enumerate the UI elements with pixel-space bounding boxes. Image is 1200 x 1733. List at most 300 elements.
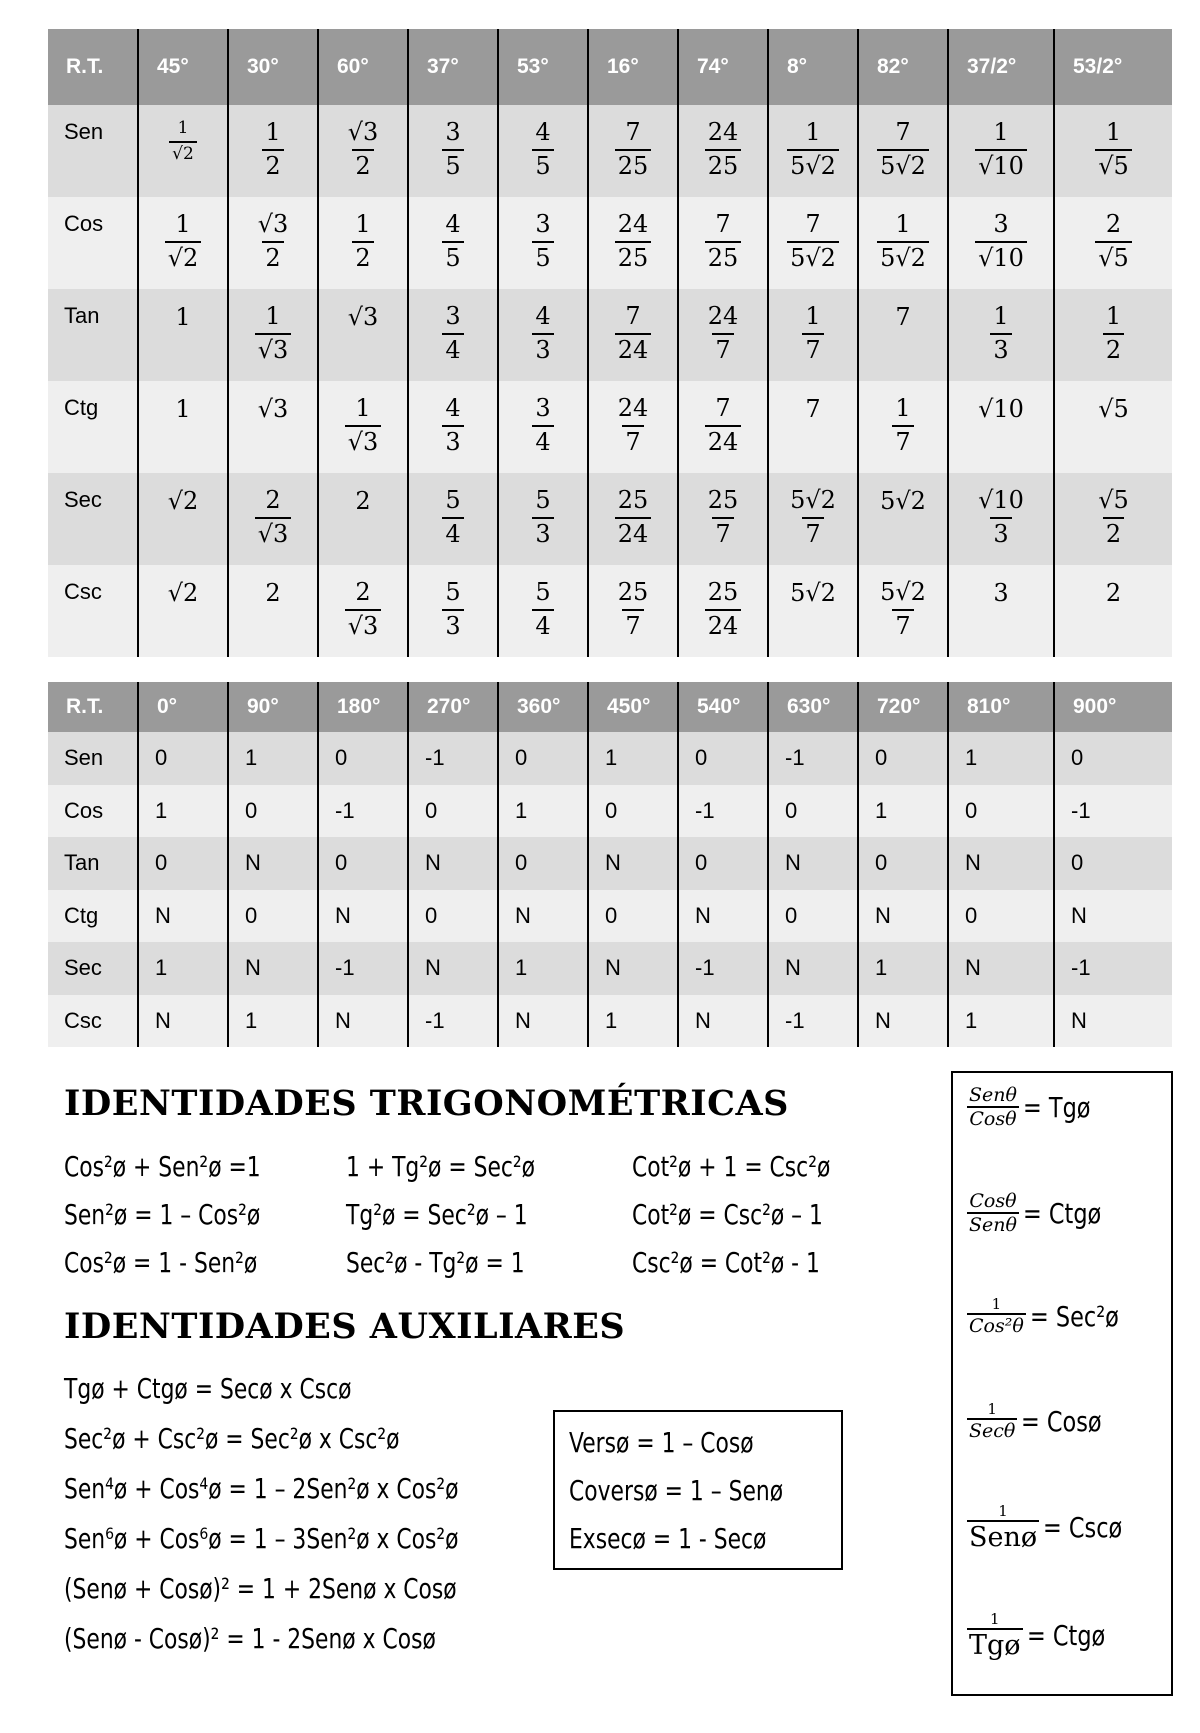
ratio-result: = Ctgø — [1022, 1196, 1102, 1230]
row-label: Cos — [48, 197, 138, 289]
table-cell: 0 — [408, 890, 498, 943]
table-cell — [588, 565, 678, 657]
identity-line: Cot²ø = Csc²ø – 1 — [632, 1198, 823, 1231]
ratio-result: = Ctgø — [1026, 1619, 1105, 1653]
row-label: Sen — [48, 105, 138, 197]
table-cell: N — [858, 890, 948, 943]
table-row — [48, 381, 1172, 473]
fraction — [705, 211, 742, 272]
row-label: Csc — [48, 995, 138, 1048]
table-cell — [228, 105, 318, 197]
denominator: 2 — [262, 241, 283, 273]
denominator: 7 — [892, 425, 913, 457]
ratio-identity — [967, 1191, 1121, 1236]
numerator: 1 — [265, 118, 281, 146]
denominator: 5√2 — [877, 241, 929, 273]
table-cell: -1 — [678, 942, 768, 995]
denominator: 25 — [615, 149, 652, 181]
table-cell: N — [768, 942, 858, 995]
table-cell — [678, 381, 768, 473]
identity-line: Tg²ø = Sec²ø – 1 — [346, 1198, 528, 1231]
numerator: 25 — [617, 578, 649, 606]
table-row — [48, 785, 1172, 838]
table-cell: N — [228, 837, 318, 890]
table-cell — [678, 473, 768, 565]
identity-line: Cot²ø + 1 = Csc²ø — [632, 1150, 831, 1183]
cell-value: √3 — [347, 303, 379, 331]
table-cell — [858, 473, 948, 565]
fraction — [1095, 211, 1132, 272]
table-cell — [858, 197, 948, 289]
fraction — [975, 487, 1027, 548]
table-cell: N — [678, 890, 768, 943]
numerator: Cosθ — [969, 1190, 1017, 1212]
table-cell: N — [138, 995, 228, 1048]
denominator: √2 — [169, 141, 197, 165]
table-cell: 0 — [588, 785, 678, 838]
denominator: 4 — [442, 333, 463, 365]
table-cell — [408, 473, 498, 565]
header-angle: 90° — [228, 682, 318, 732]
table-cell: N — [768, 837, 858, 890]
denominator: 5 — [532, 149, 553, 181]
table-cell — [138, 565, 228, 657]
table-cell: -1 — [768, 732, 858, 785]
cell-value: 5√2 — [880, 487, 926, 515]
fraction — [615, 211, 652, 272]
numerator: 2 — [355, 578, 371, 606]
numerator: 4 — [445, 210, 461, 238]
fraction — [615, 303, 652, 364]
fraction — [1103, 303, 1124, 364]
identity-line: Cos²ø = 1 - Sen²ø — [64, 1246, 258, 1279]
numerator: 3 — [535, 394, 551, 422]
numerator: 1 — [990, 1610, 1000, 1628]
auxiliary-line: Sec²ø + Csc²ø = Sec²ø x Csc²ø — [64, 1422, 400, 1455]
denominator: 24 — [615, 517, 652, 549]
row-label: Tan — [48, 289, 138, 381]
fraction — [442, 395, 463, 456]
table-cell: N — [408, 942, 498, 995]
denominator: √10 — [975, 149, 1027, 181]
table-cell — [138, 105, 228, 197]
header-angle: 45° — [138, 29, 228, 105]
table-cell — [948, 105, 1054, 197]
numerator: 5 — [535, 578, 551, 606]
table-cell: N — [138, 890, 228, 943]
denominator: 3 — [442, 425, 463, 457]
table-cell — [1054, 473, 1172, 565]
table-cell: -1 — [408, 995, 498, 1048]
denominator: 2 — [262, 149, 283, 181]
fraction — [255, 211, 292, 272]
fraction — [967, 1296, 1026, 1336]
denominator: Cosθ — [969, 1107, 1017, 1130]
cell-value: 2 — [1105, 579, 1122, 607]
table-cell: 0 — [138, 837, 228, 890]
fraction — [877, 211, 929, 272]
header-angle: 53° — [498, 29, 588, 105]
table-cell — [1054, 381, 1172, 473]
numerator: 1 — [993, 302, 1009, 330]
table-row — [48, 197, 1172, 289]
fraction — [877, 579, 929, 640]
header-angle: 540° — [678, 682, 768, 732]
table-cell: 0 — [768, 785, 858, 838]
numerator: 5 — [535, 486, 551, 514]
numerator: 7 — [715, 210, 731, 238]
cell-value: √10 — [978, 395, 1024, 423]
denominator: 25 — [705, 241, 742, 273]
fraction — [967, 1191, 1019, 1236]
numerator: 7 — [895, 118, 911, 146]
table-cell: N — [1054, 995, 1172, 1048]
header-angle: 450° — [588, 682, 678, 732]
quadrantal-angles-table — [48, 682, 1172, 1047]
fraction — [345, 119, 382, 180]
table-cell — [408, 565, 498, 657]
header-angle: 270° — [408, 682, 498, 732]
identity-line: Sen²ø = 1 – Cos²ø — [64, 1198, 261, 1231]
denominator: √10 — [975, 241, 1027, 273]
fraction — [892, 395, 913, 456]
denominator: 5√2 — [877, 149, 929, 181]
numerator: 7 — [625, 118, 641, 146]
table-cell: 1 — [588, 995, 678, 1048]
denominator: 5√2 — [787, 241, 839, 273]
table-cell: -1 — [1054, 785, 1172, 838]
denominator: 7 — [892, 609, 913, 641]
fraction — [615, 119, 652, 180]
denominator: 25 — [705, 149, 742, 181]
denominator: 7 — [802, 517, 823, 549]
table-cell: N — [498, 890, 588, 943]
fraction — [532, 579, 553, 640]
cell-value: 1 — [175, 303, 191, 331]
denominator: 7 — [622, 609, 643, 641]
numerator: 1 — [1105, 118, 1122, 146]
row-label: Csc — [48, 565, 138, 657]
table-cell — [228, 473, 318, 565]
table-cell: 0 — [1054, 732, 1172, 785]
table-row — [48, 995, 1172, 1048]
denominator: Senθ — [969, 1213, 1017, 1236]
table-cell — [408, 381, 498, 473]
table-cell: 0 — [138, 732, 228, 785]
table-cell — [498, 289, 588, 381]
numerator: √3 — [347, 118, 379, 146]
denominator: Tgø — [969, 1629, 1021, 1661]
table-cell: N — [408, 837, 498, 890]
table-cell: N — [588, 942, 678, 995]
fraction — [877, 119, 929, 180]
table-cell — [408, 289, 498, 381]
numerator: 2 — [265, 486, 281, 514]
fraction — [705, 303, 742, 364]
fraction — [442, 579, 463, 640]
table-cell — [948, 565, 1054, 657]
identity-line: Cos²ø + Sen²ø =1 — [64, 1150, 261, 1183]
fraction — [705, 579, 742, 640]
table-cell — [1054, 197, 1172, 289]
ratio-identity — [967, 1611, 1124, 1660]
denominator: √3 — [255, 517, 292, 549]
table-cell: -1 — [768, 995, 858, 1048]
table-cell — [588, 473, 678, 565]
table-row — [48, 565, 1172, 657]
auxiliary-line: Sen⁶ø + Cos⁶ø = 1 – 3Sen²ø x Cos²ø — [64, 1522, 459, 1555]
ratio-identity — [967, 1085, 1107, 1130]
numerator: 3 — [445, 302, 461, 330]
table-cell: -1 — [1054, 942, 1172, 995]
reciprocal-ratios-box — [951, 1071, 1173, 1696]
cell-value: √5 — [1098, 395, 1129, 423]
table-row — [48, 890, 1172, 943]
fraction — [345, 579, 382, 640]
numerator: 3 — [445, 118, 461, 146]
table-cell — [588, 289, 678, 381]
cell-value: √2 — [167, 579, 199, 607]
auxiliary-title: IDENTIDADES AUXILIARES — [64, 1306, 626, 1347]
denominator: 5 — [532, 241, 553, 273]
denominator: √3 — [345, 425, 382, 457]
ratio-identity — [967, 1401, 1122, 1441]
row-label: Cos — [48, 785, 138, 838]
numerator: 5√2 — [880, 578, 926, 606]
table-cell: 1 — [228, 732, 318, 785]
table-cell: -1 — [318, 942, 408, 995]
table-cell — [318, 289, 408, 381]
cell-value: 7 — [895, 303, 911, 331]
table-cell — [138, 289, 228, 381]
numerator: 2 — [1105, 210, 1122, 238]
denominator: Secθ — [969, 1419, 1016, 1442]
auxiliary-line: (Senø + Cosø)² = 1 + 2Senø x Cosø — [64, 1572, 457, 1605]
header-angle: 53/2° — [1054, 29, 1172, 105]
table-cell — [228, 289, 318, 381]
table-cell: 0 — [228, 785, 318, 838]
numerator: 24 — [707, 302, 739, 330]
cell-value: √2 — [167, 487, 199, 515]
table-cell — [588, 105, 678, 197]
denominator: 4 — [532, 609, 553, 641]
header-angle: 16° — [588, 29, 678, 105]
fraction — [967, 1503, 1039, 1552]
fraction — [615, 579, 652, 640]
table-cell: N — [1054, 890, 1172, 943]
denominator: 5 — [442, 149, 463, 181]
denominator: 2 — [1103, 517, 1124, 549]
verso-box — [553, 1410, 843, 1570]
denominator: 3 — [990, 517, 1011, 549]
header-angle: 8° — [768, 29, 858, 105]
table-cell — [138, 197, 228, 289]
cell-value: 2 — [265, 579, 281, 607]
table-cell — [948, 197, 1054, 289]
header-angle: 720° — [858, 682, 948, 732]
denominator: √2 — [165, 241, 202, 273]
table-cell — [318, 473, 408, 565]
denominator: 2 — [352, 241, 373, 273]
fraction — [705, 395, 742, 456]
table-cell: 0 — [228, 890, 318, 943]
denominator: Senø — [969, 1521, 1038, 1553]
numerator: 4 — [535, 302, 551, 330]
denominator: √5 — [1095, 149, 1132, 181]
fraction — [255, 487, 292, 548]
table-cell — [858, 565, 948, 657]
fraction — [615, 395, 652, 456]
fraction — [787, 119, 839, 180]
ratio-result: = Cosø — [1021, 1404, 1102, 1438]
auxiliary-line: Tgø + Ctgø = Secø x Cscø — [64, 1372, 352, 1405]
table-cell: 0 — [948, 890, 1054, 943]
table-cell: 1 — [228, 995, 318, 1048]
table-cell — [948, 381, 1054, 473]
ratio-result: = Cscø — [1043, 1511, 1123, 1545]
row-label: Sen — [48, 732, 138, 785]
table-cell: 0 — [858, 732, 948, 785]
table-cell: N — [498, 995, 588, 1048]
table-cell — [318, 105, 408, 197]
table-row — [48, 105, 1172, 197]
table-cell: 1 — [588, 732, 678, 785]
table-cell — [678, 565, 768, 657]
numerator: 7 — [625, 302, 641, 330]
table-cell — [768, 105, 858, 197]
denominator: 2 — [1103, 333, 1124, 365]
denominator: 24 — [615, 333, 652, 365]
table-cell: N — [858, 995, 948, 1048]
table-cell: N — [318, 890, 408, 943]
row-label: Ctg — [48, 890, 138, 943]
table-cell — [948, 473, 1054, 565]
ratio-identity — [967, 1503, 1142, 1552]
denominator: 7 — [712, 333, 733, 365]
fraction — [169, 119, 197, 164]
denominator: 5 — [442, 241, 463, 273]
cell-value: 5√2 — [790, 579, 836, 607]
table-cell: N — [588, 837, 678, 890]
denominator: 7 — [802, 333, 823, 365]
table-row — [48, 289, 1172, 381]
table-cell — [678, 289, 768, 381]
table-cell: 0 — [318, 837, 408, 890]
table-cell — [228, 197, 318, 289]
fraction — [352, 211, 373, 272]
table-cell — [678, 197, 768, 289]
denominator: 3 — [532, 517, 553, 549]
fraction — [975, 211, 1027, 272]
numerator: 25 — [617, 486, 649, 514]
numerator: 1 — [993, 118, 1009, 146]
denominator: 3 — [990, 333, 1011, 365]
fraction — [705, 487, 742, 548]
table-row — [48, 473, 1172, 565]
fraction — [532, 211, 553, 272]
identity-line: Csc²ø = Cot²ø - 1 — [632, 1246, 820, 1279]
denominator: √3 — [255, 333, 292, 365]
table-cell: 0 — [318, 732, 408, 785]
special-angles-table — [48, 29, 1172, 657]
table-cell — [318, 565, 408, 657]
coverso-line: Coversø = 1 – Senø — [569, 1474, 784, 1507]
table-cell — [1054, 289, 1172, 381]
numerator: 1 — [895, 394, 911, 422]
table-cell — [858, 381, 948, 473]
table-row — [48, 942, 1172, 995]
table-cell: N — [678, 995, 768, 1048]
table-cell: N — [318, 995, 408, 1048]
fraction — [442, 303, 463, 364]
fraction — [1095, 119, 1132, 180]
table-cell: 0 — [1054, 837, 1172, 890]
denominator: 24 — [705, 425, 742, 457]
table-cell: 0 — [498, 732, 588, 785]
fraction — [967, 1085, 1019, 1130]
numerator: 4 — [445, 394, 461, 422]
table-cell — [768, 473, 858, 565]
numerator: 4 — [535, 118, 551, 146]
table-cell — [498, 381, 588, 473]
table-cell — [498, 473, 588, 565]
numerator: 1 — [991, 1295, 1002, 1313]
denominator: 7 — [712, 517, 733, 549]
fraction — [532, 395, 553, 456]
header-angle: 0° — [138, 682, 228, 732]
table-cell: 1 — [858, 785, 948, 838]
numerator: 1 — [1105, 302, 1122, 330]
numerator: 1 — [895, 210, 911, 238]
row-label: Tan — [48, 837, 138, 890]
table-cell — [588, 381, 678, 473]
table-cell — [138, 381, 228, 473]
denominator: √5 — [1095, 241, 1132, 273]
table-cell: 1 — [498, 785, 588, 838]
numerator: 25 — [707, 486, 739, 514]
table-cell — [768, 381, 858, 473]
table-cell: N — [948, 837, 1054, 890]
fraction — [1095, 487, 1132, 548]
cell-value: 7 — [805, 395, 821, 423]
fraction — [255, 303, 292, 364]
fraction — [705, 119, 742, 180]
ratio-identity — [967, 1296, 1141, 1336]
fraction — [967, 1611, 1023, 1660]
denominator: 2 — [352, 149, 373, 181]
table-cell: 0 — [588, 890, 678, 943]
row-label: Ctg — [48, 381, 138, 473]
numerator: 1 — [355, 394, 371, 422]
denominator: 25 — [615, 241, 652, 273]
header-angle: 180° — [318, 682, 408, 732]
exseco-line: Exsecø = 1 - Secø — [569, 1522, 767, 1555]
header-angle: 30° — [228, 29, 318, 105]
table-row — [48, 732, 1172, 785]
numerator: 3 — [535, 210, 551, 238]
table-cell: -1 — [678, 785, 768, 838]
fraction — [442, 211, 463, 272]
denominator: 3 — [532, 333, 553, 365]
table-cell — [228, 565, 318, 657]
fraction — [967, 1401, 1017, 1441]
numerator: 5 — [445, 486, 461, 514]
numerator: Senθ — [969, 1084, 1017, 1106]
identities-title: IDENTIDADES TRIGONOMÉTRICAS — [64, 1083, 789, 1124]
fraction — [262, 119, 283, 180]
numerator: 1 — [177, 118, 189, 138]
numerator: 1 — [805, 118, 821, 146]
